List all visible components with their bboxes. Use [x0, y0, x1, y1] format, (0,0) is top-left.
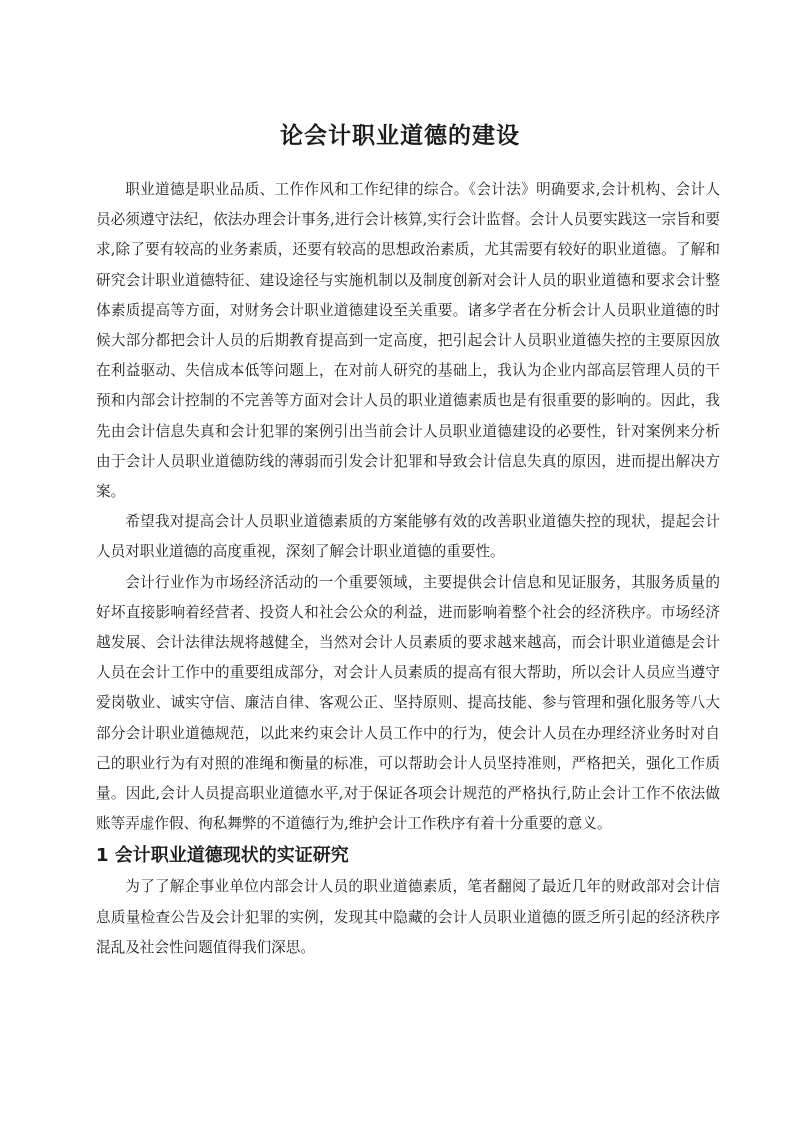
- document-title: 论会计职业道德的建设: [280, 123, 520, 149]
- paragraph-section1: 为了了解企事业单位内部会计人员的职业道德素质，笔者翻阅了最近几年的财政部对会计信息质量检查公告及会计犯罪的实例，发现其中隐藏的会计人员职业道德的匮乏所引起的经济秩序混乱及社会性问题值得我们深思。: [96, 878, 720, 956]
- section-heading: 1 会计职业道德现状的实证研究: [96, 845, 349, 867]
- paragraph-hope: 希望我对提高会计人员职业道德素质的方案能够有效的改善职业道德失控的现状，提起会计人员对职业道德的高度重视，深刻了解会计职业道德的重要性。: [96, 513, 720, 561]
- paragraph-intro: 职业道德是职业品质、工作作风和工作纪律的综合。《会计法》明确要求,会计机构、会计人员必须遵守法纪，依法办理会计事务,进行会计核算,实行会计监督。会计人员要实践这一宗旨和要求,除了要有较高的业务素质，还要有较高的思想政治素质，尤其需要有较好的职业道德。了解和研究会计职业道德特征、建设途径与实施机制以及制度创新对会计人员的职业道德和要求会计整体素质提高等方面，对财务会计职业道德建设至关重要。诸多学者在分析会计人员职业道德的时候大部分都把会计人员的后期教育提高到一定高度，把引起会计人员职业道德失控的主要原因放在利益驱动、失信成本低等问题上，在对前人研究的基础上，我认为企业内部高层管理人员的干预和内部会计控制的不完善等方面对会计人员的职业道德素质也是有很重要的影响的。因此，我先由会计信息失真和会计犯罪的案例引出当前会计人员职业道德建设的必要性，针对案例来分析由于会计人员职业道德防线的薄弱而引发会计犯罪和导致会计信息失真的原因，进而提出解决方案。: [96, 181, 720, 501]
- paragraph-industry: 会计行业作为市场经济活动的一个重要领域，主要提供会计信息和见证服务，其服务质量的好坏直接影响着经营者、投资人和社会公众的利益，进而影响着整个社会的经济秩序。市场经济越发展、会计法律法规将越健全，当然对会计人员素质的要求越来越高，而会计职业道德是会计人员在会计工作中的重要组成部分，对会计人员素质的提高有很大帮助，所以会计人员应当遵守爱岗敬业、诚实守信、廉洁自律、客观公正、坚持原则、提高技能、参与管理和强化服务等八大部分会计职业道德规范，以此来约束会计人员工作中的行为，使会计人员在办理经济业务时对自己的职业行为有对照的准绳和衡量的标准，可以帮助会计人员坚持准则，严格把关，强化工作质量。因此,会计人员提高职业道德水平,对于保证各项会计规范的严格执行,防止会计工作不依法做账等弄虚作假、徇私舞弊的不道德行为,维护会计工作秩序有着十分重要的意义。: [96, 573, 720, 833]
- document-body: [96, 175, 720, 963]
